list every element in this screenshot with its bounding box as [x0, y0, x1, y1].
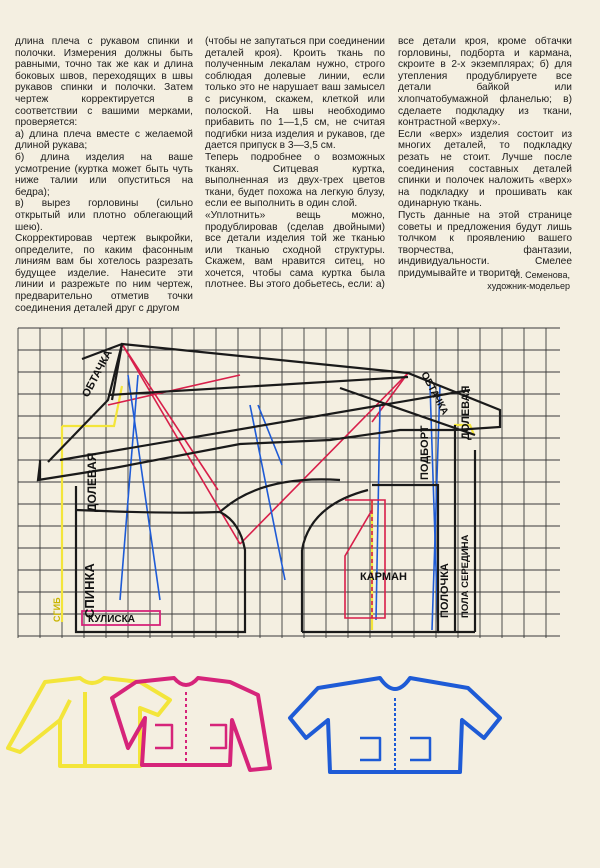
- pocket-outline: [345, 500, 385, 618]
- paragraph: в) вырез горловины (сильно открытый или плотно облегающий шею).: [15, 198, 193, 233]
- sketch-blue-jacket: [290, 678, 500, 772]
- paragraph: все детали кроя, кроме обтачки горловины, подборта и кармана, скроите в 2-х экземплярах; б) для утепления продублируете все детали байкой или хлопчатобумажной фланелью; в) сделаете подкладку из ткани, контрастной «верху».: [398, 36, 572, 129]
- label-obtachka-right: ОБТАЧКА: [418, 370, 451, 417]
- pattern-drawing: [0, 300, 600, 868]
- paragraph: Пусть данные на этой странице советы и предложения будут лишь толчком к проявлению вашего творчества, фантазии, индивидуальности. Смелее придумывайте и творите!: [398, 209, 572, 279]
- article-column-3: [398, 36, 572, 279]
- label-sgib: СГИБ: [52, 597, 62, 622]
- article-column-2: [205, 36, 385, 291]
- label-podbort: ПОДБОРТ: [419, 425, 431, 480]
- author-name: И. Семенова,: [513, 270, 570, 280]
- paragraph: а) длина плеча вместе с желаемой длиной рукава;: [15, 128, 193, 152]
- author-signature: [440, 270, 570, 292]
- label-dolevaya-right: ДОЛЕВАЯ: [460, 385, 472, 440]
- paragraph: длина плеча с рукавом спинки и полочки. Измерения должны быть равными, точно так же как и длина боковых швов, переходящих в швы рукавов спинки и полочки. Затем чертеж корректируется в соответствии с вашими мерками, проверяется:: [15, 36, 193, 129]
- paragraph: б) длина изделия на ваше усмотрение (куртка может быть чуть ниже талии или опуститься на бедра);: [15, 151, 193, 198]
- label-karman: КАРМАН: [360, 571, 407, 583]
- label-kuliska: КУЛИСКА: [88, 614, 135, 625]
- paragraph: «Уплотнить» вещь можно, продублировав (сделав двойными) все детали изделия той же тканью или тканью сходной структуры. Скажем, вам нравится ситец, но хочется, чтобы сама куртка была плотнее. Вы этого добьетесь, если: а): [205, 209, 385, 291]
- label-obtachka-left: ОБТАЧКА: [80, 348, 115, 400]
- label-polochka: ПОЛОЧКА: [439, 563, 451, 618]
- label-pola-seredina: ПОЛА СЕРЕДИНА: [460, 534, 471, 618]
- yellow-construction-lines: [62, 386, 474, 630]
- label-dolevaya-left: ДОЛЕВАЯ: [85, 452, 99, 512]
- paragraph: Если «верх» изделия состоит из многих деталей, то подкладку резать не стоит. Лучше после соединения составных деталей спинки и полочек наложить «верх» на подкладку и прошивать как одинарную ткань.: [398, 128, 572, 210]
- paragraph: Теперь подробнее о возможных тканях. Ситцевая куртка, выполненная из двух-трех цветов ткани, будет похожа на легкую блузу, если ее выполнить в один слой.: [205, 151, 385, 210]
- paragraph: (чтобы не запутаться при соединении деталей кроя). Кроить ткань по полученным лекалам нужно, строго соблюдая долевые линии, если только это не нарушает ваш замысел с рисунком, скажем, клеткой или полоской. На швы необходимо прибавить по 1—1,5 см, не считая подгибки низа изделия и рукавов, где дается припуск в 3—3,5 см.: [205, 36, 385, 152]
- sketch-magenta-jacket: [112, 678, 270, 770]
- paragraph: Скорректировав чертеж выкройки, определите, по каким фасонным линиям вам бы хотелось разрезать будущее изделие. Нанесите эти линии и разрежьте по ним чертеж, предварительно отметив точки соединения деталей друг с другом: [15, 233, 193, 314]
- label-spinka: СПИНКА: [82, 563, 97, 618]
- article-column-1: [15, 36, 193, 314]
- author-role: художник-модельер: [487, 281, 570, 291]
